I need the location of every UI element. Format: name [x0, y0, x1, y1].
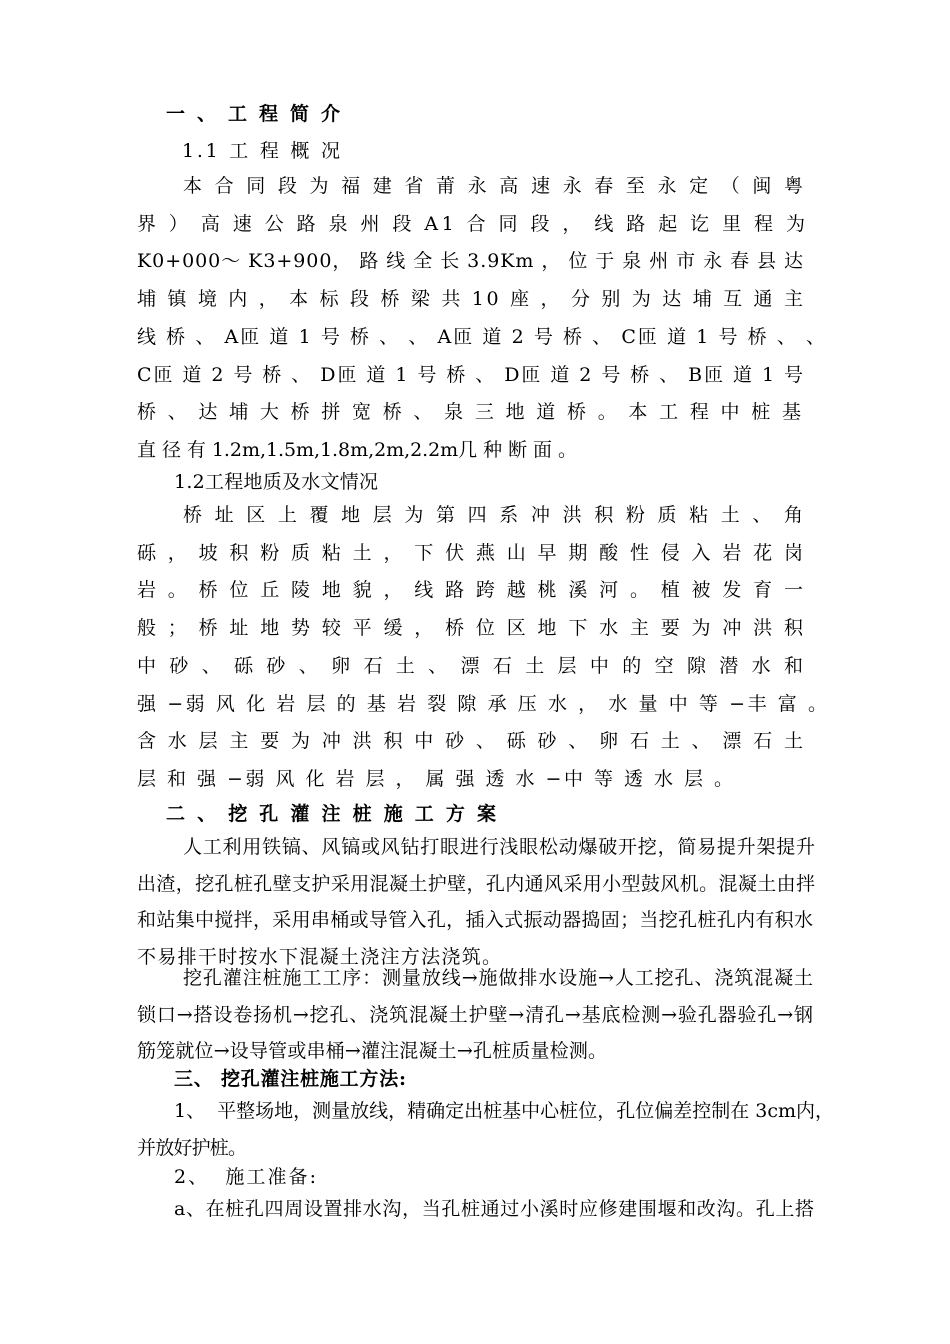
item-a: a、在桩孔四周设置排水沟，当孔桩通过小溪时应修建围堰和改沟。孔上搭 [174, 1198, 815, 1220]
para-2-1-line: 人工利用铁镐、风镐或风钻打眼进行浅眼松动爆破开挖，简易提升架提升 [183, 836, 816, 858]
para-2-2-line: 挖孔灌注桩施工工序：测量放线→施做排水设施→人工挖孔、浇筑混凝土 [183, 967, 814, 989]
para-2-2-line: 筋笼就位→设导管或串桶→灌注混凝土→孔桩质量检测。 [137, 1040, 608, 1062]
para-1-1-line: K0+000～ K3+900， 路 线 全 长 3.9Km ， 位 于 泉 州 市 永 春 县 达 [137, 250, 804, 272]
heading-section-3: 三、 挖孔灌注桩施工方法: [174, 1068, 407, 1090]
para-1-1-line: 埔 镇 境 内 ， 本 标 段 桥 梁 共 10 座 ， 分 别 为 达 埔 互 通 主 [137, 288, 806, 310]
para-2-1-line: 不易排干时按水下混凝土浇注方法浇筑。 [137, 946, 503, 968]
para-1-1-line: 桥 、 达 埔 大 桥 拼 宽 桥 、 泉 三 地 道 桥 。 本 工 程 中 桩 基 [137, 401, 804, 423]
para-1-2-line: 层 和 强 −弱 风 化 岩 层 ， 属 强 透 水 −中 等 透 水 层 。 [137, 768, 736, 790]
item-1-line: 1、 平整场地，测量放线，精确定出桩基中心桩位，孔位偏差控制在 3cm内， [174, 1100, 834, 1122]
para-2-2-line: 锁口→搭设卷扬机→挖孔、浇筑混凝土护壁→清孔→基底检测→验孔器验孔→钢 [137, 1004, 814, 1026]
para-1-2-line: 岩 。 桥 位 丘 陵 地 貌 ， 线 路 跨 越 桃 溪 河 。 植 被 发 育 一 [137, 579, 806, 601]
para-1-2-line: 含 水 层 主 要 为 冲 洪 积 中 砂 、 砾 砂 、 卵 石 土 、 漂 石 土 [137, 730, 806, 752]
heading-1-2: 1.2工程地质及水文情况 [174, 471, 379, 493]
para-1-2-line: 般 ； 桥 址 地 势 较 平 缓 ， 桥 位 区 地 下 水 主 要 为 冲 洪 积 [137, 617, 806, 639]
para-1-2-line: 桥 址 区 上 覆 地 层 为 第 四 系 冲 洪 积 粉 质 粘 土 、 角 [183, 504, 807, 526]
item-2: 2、 施工准备: [174, 1166, 319, 1188]
para-1-1-line: 界 ） 高 速 公 路 泉 州 段 A1 合 同 段 ， 线 路 起 讫 里 程 为 [137, 213, 809, 235]
para-1-2-line: 中 砂 、 砾 砂 、 卵 石 土 、 漂 石 土 层 中 的 空 隙 潜 水 和 [137, 655, 807, 677]
para-1-2-line: 强 −弱 风 化 岩 层 的 基 岩 裂 隙 承 压 水 ， 水 量 中 等 −丰 富 。 [137, 693, 830, 715]
para-1-2-line: 砾 ， 坡 积 粉 质 粘 土 ， 下 伏 燕 山 早 期 酸 性 侵 入 岩 花 岗 [137, 542, 806, 564]
item-1-line: 并放好护桩。 [137, 1137, 247, 1159]
para-1-1-line: 线 桥 、 A匝 道 1 号 桥 、 、 A匝 道 2 号 桥 、 C匝 道 1 号 桥 、 、 [137, 326, 828, 348]
para-1-1-line: 本 合 同 段 为 福 建 省 莆 永 高 速 永 春 至 永 定 （ 闽 粤 [183, 175, 807, 197]
para-2-1-line: 出渣，挖孔桩孔壁支护采用混凝土护壁，孔内通风采用小型鼓风机。混凝土由拌 [137, 873, 816, 895]
heading-section-2: 二 、 挖 孔 灌 注 桩 施 工 方 案 [166, 803, 499, 825]
heading-1-1: 1.1 工 程 概 况 [182, 140, 343, 162]
heading-section-1: 一 、 工 程 简 介 [166, 103, 343, 125]
para-1-1-line: C匝 道 2 号 桥 、 D匝 道 1 号 桥 、 D匝 道 2 号 桥 、 B匝 道 1 号 [137, 364, 805, 386]
para-2-1-line: 和站集中搅拌，采用串桶或导管入孔，插入式振动器捣固；当挖孔桩孔内有积水 [137, 909, 814, 931]
para-1-1-line: 直 径 有 1.2m,1.5m,1.8m,2m,2.2m几 种 断 面 。 [137, 439, 577, 461]
